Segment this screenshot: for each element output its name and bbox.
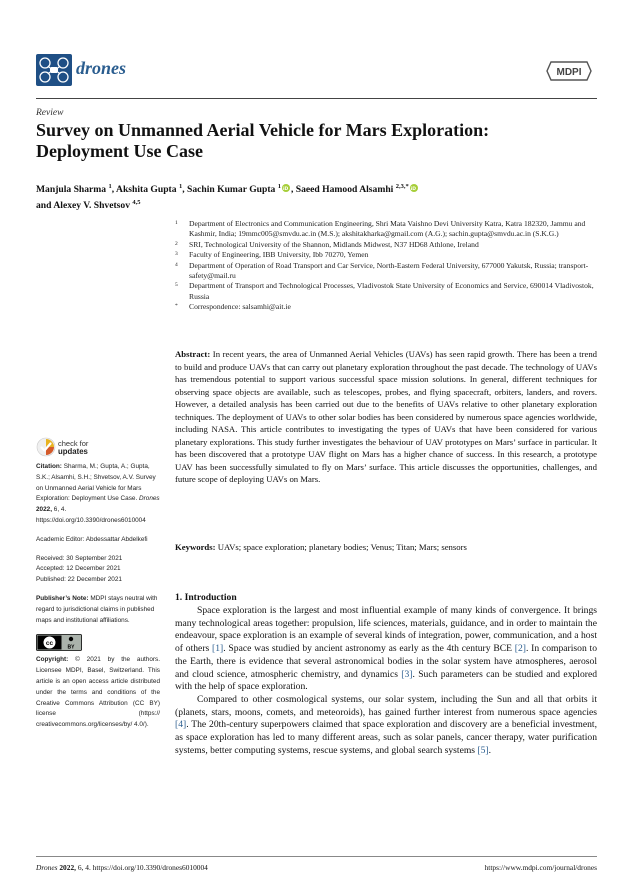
paragraph-text: . Such parameters can be studied and explored with the help of space exploration.	[175, 668, 597, 693]
orcid-icon[interactable]	[410, 184, 418, 192]
paragraph-text: Space exploration is the largest and most influential example of many kinds of convergence. It brings many technological areas together: propulsion, life sciences, materials, guidance, and in order to maintain the endeavour, space exploration is an example of several kinds of integration, power, communication, and a host of others	[175, 605, 597, 655]
affiliation-item	[175, 219, 600, 240]
citation-link[interactable]: [3]	[401, 668, 413, 680]
abstract-text: In recent years, the area of Unmanned Aerial Vehicles (UAVs) has seen rapid growth. There has been a trend to build and produce UAVs that can carry out planetary exploration throughout the past decade. The technology of UAVs has tremendous potential to support various successful space mission solutions. In general, different techniques for observing space objects are available, such as telescopes, probes, and flying spacecraft, orbiters, landers, and rovers. However, a detailed analysis has been carried out due to the benefits of UAVs relative to other planetary exploration techniques. The deployment of UAVs to other solar bodies has been considered by numerous space agencies worldwide, including NASA. This article contributes to investigating the types of UAVs that have been considered for various planetary explorations. This study further investigates the behaviour of UAV prototypes on Mars’ surface in particular. It has been discovered that a prototype UAV flight on Mars has a higher chance of success. In this research, a prototype UAV has been successfully simulated to fly on Mars’ surface. This article discusses the opportunities, challenges, and future scope of deploying UAVs on Mars.	[175, 349, 598, 484]
citation-text: Sharma, M.; Gupta, A.; Gupta, S.K.; Alsamhi, S.H.; Shvetsov, A.V. Survey on Unmanned Aerial Vehicle for Mars Exploration: Deployment Use Case.	[36, 463, 156, 503]
accepted-date: Accepted: 12 December 2021	[36, 565, 121, 573]
footer-citation	[36, 863, 208, 872]
author-affiliation-sup: 1	[108, 183, 112, 190]
affiliation-number: 1	[175, 220, 178, 226]
abstract-label: Abstract:	[175, 349, 211, 359]
citation-label: Citation:	[36, 463, 62, 470]
footer-journal-url[interactable]: https://www.mdpi.com/journal/drones	[484, 863, 597, 872]
paragraph-text: . In comparison to the Earth, there is evidence that several astronomical bodies in the solar system have atmospheres, aerosol and cloud science, atmospheric chemistry, and dynamics	[175, 643, 598, 680]
affiliation-text: Department of Electronics and Communication Engineering, Shri Mata Vaishno Devi University Katra, Katra 182320, Jammu and Kashmir, India; 19mmc005@smvdu.ac.in (M.S.); akshitakharka@gmail.com (A.G.); sachin.gupta@smvdu.ac.in (S.K.G.)	[189, 219, 586, 239]
editor-block	[36, 535, 160, 546]
affiliation-number: 5	[175, 282, 178, 289]
copyright-block	[36, 655, 160, 731]
keywords-text: UAVs; space exploration; planetary bodies; Venus; Titan; Mars; sensors	[217, 542, 467, 552]
check-for-updates-button[interactable]	[36, 437, 146, 459]
citation-link[interactable]: [5]	[477, 744, 489, 756]
citation-journal: Drones	[139, 495, 160, 503]
author-name: Sachin Kumar Gupta	[187, 184, 278, 196]
citation-link[interactable]: [2]	[514, 643, 526, 655]
affiliation-item	[175, 240, 600, 250]
affiliation-item	[175, 281, 600, 302]
dates-block	[36, 554, 160, 586]
affiliation-number: 2	[175, 240, 178, 247]
citation-link[interactable]: [4]	[175, 719, 187, 731]
affiliation-item	[175, 302, 600, 312]
author-affiliation-sup: 2,3,*	[395, 183, 409, 190]
affiliation-number: 3	[175, 251, 178, 258]
check-updates-icon	[36, 437, 56, 457]
author-name: Saeed Hamood Alsamhi	[295, 184, 396, 196]
received-date: Received: 30 September 2021	[36, 554, 123, 562]
footer-year: 2022,	[59, 863, 76, 872]
cc-label: BY	[67, 644, 75, 651]
publisher-name: MDPI	[556, 67, 582, 78]
author-list: Manjula Sharma $^1$, Akshita Gupta $^1$, Sachin Kumar Gupta $^1$iD , Saeed Hamood Alsamhi $^{2,3,*}$iD and Alexey V. Shvetsov $^{4,5}$	[36, 180, 556, 212]
affiliation-text: Department of Transport and Technological Processes, Vladivostok State University of Economics and Service, 690014 Vladivostok, Russia	[189, 281, 594, 301]
citation-block	[36, 462, 160, 527]
author-joiner: and	[36, 200, 54, 212]
published-date: Published: 22 December 2021	[36, 576, 122, 584]
affiliation-text: SRI, Technological University of the Shannon, Midlands Midwest, N37 HD68 Athlone, Ireland	[189, 239, 479, 249]
author-name: Alexey V. Shvetsov	[53, 200, 133, 212]
orcid-icon[interactable]	[282, 184, 290, 192]
affiliation-item	[175, 261, 600, 282]
article-sidebar	[36, 462, 160, 739]
citation-doi[interactable]: 6, 4. https://doi.org/10.3390/drones6010004	[36, 506, 146, 524]
keywords-label: Keywords:	[175, 542, 216, 552]
citation-link[interactable]: [1]	[212, 643, 224, 655]
check-line2: updates	[58, 447, 88, 456]
body-text	[175, 605, 597, 757]
intro-paragraph-1	[175, 605, 597, 694]
affiliation-text: Faculty of Engineering, IBB University, Ibb 70270, Yemen	[189, 250, 369, 260]
article-title: Survey on Unmanned Aerial Vehicle for Mars Exploration: Deployment Use Case	[36, 120, 490, 161]
cc-by-license-icon[interactable]	[36, 634, 82, 651]
paragraph-text: .	[488, 744, 492, 756]
section-heading: 1. Introduction	[175, 592, 237, 603]
footer-doi[interactable]: 6, 4. https://doi.org/10.3390/drones6010004	[77, 863, 208, 872]
editor-label: Academic Editor:	[36, 535, 85, 543]
paragraph-text: Compared to other cosmological systems, our solar system, including the Sun and all that orbits it (planets, stars, moons, comets, and meteoroids), has gained further interest from numerous space agencies	[175, 693, 597, 718]
author-affiliation-sup: 1	[277, 183, 281, 190]
intro-paragraph-2	[175, 694, 597, 758]
affiliations-list	[175, 219, 600, 313]
journal-name[interactable]: drones	[76, 58, 127, 78]
header-divider	[36, 98, 597, 99]
mdpi-logo-icon[interactable]	[545, 60, 593, 82]
keywords	[175, 541, 597, 554]
affiliation-number: *	[175, 303, 178, 310]
affiliation-number: 4	[175, 261, 178, 268]
footer-divider	[36, 856, 597, 857]
copyright-label: Copyright:	[36, 656, 69, 664]
journal-logo-icon	[36, 54, 72, 86]
copyright-text: © 2021 by the authors. Licensee MDPI, Basel, Switzerland. This article is an open access article distributed under the terms and conditions of the Creative Commons Attribution (CC BY) license (https:// creativecommons.org/licenses/by/ 4.0/).	[36, 656, 160, 729]
author-affiliation-sup: 1	[178, 183, 183, 190]
editor-name: Abdessattar Abdelkefi	[85, 535, 148, 543]
citation-year: 2022,	[36, 506, 52, 514]
affiliation-item	[175, 250, 600, 260]
abstract	[175, 348, 597, 486]
check-updates-text	[58, 440, 88, 456]
paragraph-text: . Space was studied by ancient astronomy as early as the 4th century BCE	[223, 643, 515, 655]
publisher-note-block	[36, 594, 160, 626]
publisher-note-text: MDPI stays neutral with regard to jurisdictional claims in published maps and institutional affiliations.	[36, 594, 158, 624]
author-affiliation-sup: 4,5	[132, 199, 141, 207]
author-name: Akshita Gupta	[116, 184, 179, 196]
footer-journal: Drones	[36, 863, 58, 872]
author-name: Manjula Sharma	[36, 184, 109, 196]
affiliation-text: Correspondence: salsamhi@ait.ie	[189, 302, 291, 312]
paragraph-text: . The 20th-century superpowers claimed that space exploration and discovery are a beneficial investment, as space exploration has led to many different areas, such as solar panels, cancer therapy, water purification systems, better computing systems, rescue systems, and global search systems	[175, 719, 597, 756]
check-line1: check for	[58, 439, 89, 448]
affiliation-text: Department of Operation of Road Transport and Car Service, North-Eastern Federal University, 677000 Yakutsk, Russia; transport-safety@mail.ru	[189, 260, 589, 281]
svg-text:cc: cc	[45, 640, 54, 648]
article-type: Review	[36, 108, 64, 118]
publisher-note-label: Publisher’s Note:	[36, 594, 89, 602]
